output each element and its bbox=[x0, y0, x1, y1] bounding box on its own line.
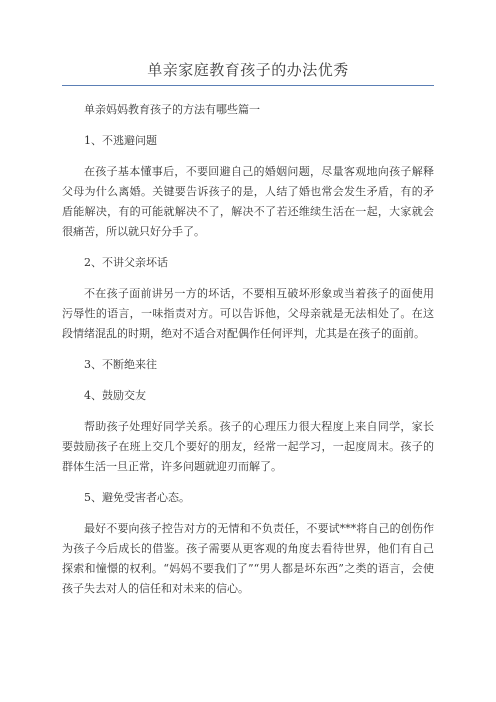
section-heading-3: 3、不断绝来往 bbox=[84, 358, 157, 371]
section-heading-4: 4、鼓励交友 bbox=[84, 389, 146, 402]
section-body-5: 最好不要向孩子控告对方的无情和不负责任，不要试***将自己的创伤作为孩子今后成长的借鉴。孩子需要从更客观的角度去看待世界，他们有自己探索和憧憬的权利。“妈妈不要我们了”“男人都是坏东西”之类的语言，会使孩子失去对人的信任和对未来的信心。 bbox=[62, 522, 434, 595]
section-heading-5: 5、避免受害者心态。 bbox=[84, 491, 190, 504]
document-title: 单亲家庭教育孩子的办法优秀 bbox=[62, 60, 434, 86]
intro-line: 单亲妈妈教育孩子的方法有哪些篇一 bbox=[84, 103, 260, 116]
section-body-4: 帮助孩子处理好同学关系。孩子的心理压力很大程度上来自同学，家长要鼓励孩子在班上交几个要好的朋友，经常一起学习，一起度周末。孩子的群体生活一旦正常，许多问题就迎刃而解了。 bbox=[62, 420, 434, 473]
section-heading-1: 1、不逃避问题 bbox=[84, 134, 157, 147]
section-heading-2: 2、不讲父亲坏话 bbox=[84, 256, 168, 269]
section-body-2: 不在孩子面前讲另一方的坏话，不要相互破坏形象或当着孩子的面使用污辱性的语言，一味指责对方。可以告诉他，父母亲就是无法相处了。在这段情绪混乱的时期，绝对不适合对配偶作任何评判，尤其是在孩子的面前。 bbox=[62, 287, 434, 340]
section-body-1: 在孩子基本懂事后，不要回避自己的婚姻问题，尽量客观地向孩子解释父母为什么离婚。关键要告诉孩子的是，人结了婚也常会发生矛盾，有的矛盾能解决，有的可能就解决不了，解决不了若还维续生活在一起，大家就会很痛苦，所以就只好分手了。 bbox=[62, 165, 434, 238]
